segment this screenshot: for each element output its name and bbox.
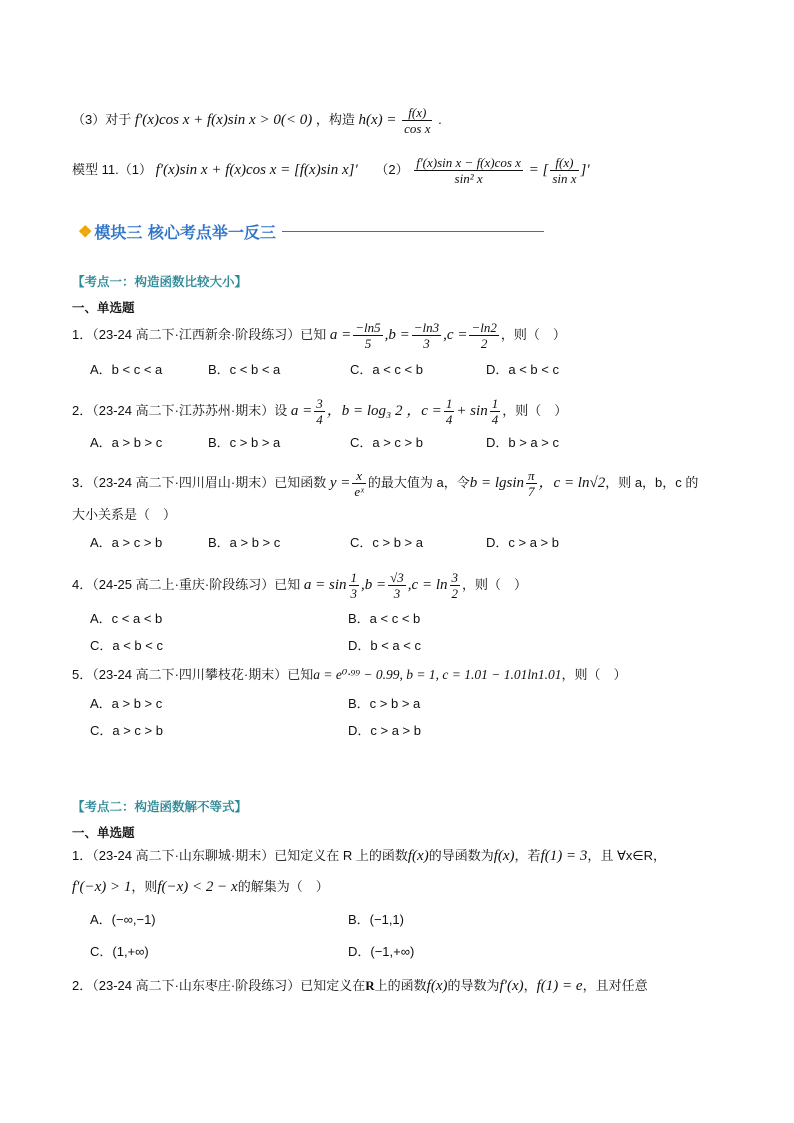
text: 2． (72, 978, 93, 993)
options-row (90, 534, 559, 552)
text: ，则 a，b，c 的 (605, 474, 699, 490)
formula: f(x) (426, 978, 448, 994)
divider (282, 231, 544, 232)
text: ，则（ ） (561, 667, 627, 682)
options-row (90, 722, 421, 740)
denominator: 4 (445, 412, 453, 427)
text: 2． (72, 402, 93, 418)
formula: ,b = (384, 326, 410, 343)
module-title: 模块三 核心考点举一反三 (94, 222, 276, 242)
denominator: 3 (350, 586, 358, 601)
text: （23-24 高二下·江西新余·阶段练习）已知 (92, 326, 327, 342)
text: 1． (72, 326, 93, 342)
denominator: 3 (393, 586, 401, 601)
numerator: −ln5 (355, 320, 381, 335)
text: （23-24 高二下·山东枣庄·阶段练习）已知定义在 (92, 978, 366, 993)
text: 4． (72, 576, 93, 592)
denominator: 3 (423, 336, 430, 351)
denominator: 4 (316, 412, 323, 427)
formula: ,c = (443, 326, 468, 343)
option-a[interactable]: A．c < a < b (90, 611, 163, 626)
formula: h(x) = (358, 111, 397, 128)
model-label: 模型 11.（1） (72, 161, 152, 177)
option-b[interactable]: B．a > b > c (208, 535, 281, 550)
option-b[interactable]: B．c > b > a (348, 696, 421, 711)
formula: ，c = ln√2 (538, 474, 606, 491)
options-row (90, 610, 420, 628)
option-a[interactable]: A．(−∞,−1) (90, 912, 156, 927)
fraction (414, 155, 523, 186)
formula: y = (329, 474, 351, 491)
numerator: −ln2 (471, 320, 497, 335)
text: 的解集为（ ） (237, 879, 329, 894)
options-row (90, 943, 414, 961)
fraction (469, 320, 498, 351)
denominator: sin x (552, 171, 577, 186)
fraction (444, 396, 455, 427)
option-d[interactable]: D．c > a > b (486, 535, 559, 550)
option-b[interactable]: B．(−1,1) (348, 912, 404, 927)
question-3 (72, 468, 734, 499)
option-d[interactable]: D．c > a > b (348, 723, 421, 738)
option-d[interactable]: D．b < a < c (348, 638, 421, 653)
question-1 (72, 320, 734, 351)
options-row (90, 695, 420, 713)
options-row (90, 361, 559, 379)
method-3-line (72, 105, 734, 136)
question-1-cont (72, 877, 734, 897)
formula: f′(−x) > 1 (72, 879, 132, 895)
formula: f(1) = e (536, 978, 583, 994)
numerator: −ln3 (413, 320, 440, 335)
formula: f′(x) (499, 978, 524, 994)
fraction (388, 570, 406, 601)
numerator: 3 (451, 570, 458, 585)
text: （23-24 高二下·四川攀枝花·期末）已知 (92, 667, 314, 682)
option-c[interactable]: C．a < c < b (350, 362, 423, 377)
option-d[interactable]: D．(−1,+∞) (348, 944, 415, 959)
denominator: 2 (451, 586, 458, 601)
fraction (412, 320, 441, 351)
text: ，则 (131, 879, 158, 894)
text: 上的函数 (374, 978, 427, 993)
formula: f′(x)cos x + f(x)sin x > 0(< 0) (134, 111, 313, 128)
formula: = [ (528, 161, 549, 178)
numerator: 1 (350, 570, 358, 585)
options-row (90, 637, 421, 655)
formula: ，b = log₃ 2 ，c = (326, 402, 442, 419)
option-c[interactable]: C．a < b < c (90, 638, 163, 653)
denominator: 5 (364, 336, 372, 351)
option-c[interactable]: C．a > c > b (90, 723, 163, 738)
formula: f(x) (493, 848, 515, 864)
options-row (90, 434, 559, 452)
fraction (352, 468, 365, 499)
formula: a = (290, 402, 313, 419)
numerator: f(x) (402, 105, 432, 121)
text: 的导数为 (447, 978, 500, 993)
fraction (402, 105, 432, 136)
text: ，则（ ） (500, 326, 566, 342)
formula: ,b = (361, 576, 387, 593)
option-a[interactable]: A．a > c > b (90, 535, 163, 550)
denominator: 2 (480, 336, 488, 351)
text: ，且 ∀x∈R， (587, 848, 667, 863)
formula: a = e⁰·⁹⁹ − 0.99, b = 1, c = 1.01 − 1.01ln1.01 (313, 667, 562, 682)
numerator: 1 (445, 396, 453, 411)
text: ，构造 (315, 111, 355, 127)
option-c[interactable]: C．(1,+∞) (90, 944, 149, 959)
denominator: eˣ (354, 484, 364, 499)
formula: f(x) (407, 848, 429, 864)
formula: b = lgsin (469, 474, 525, 491)
formula: a = sin (303, 576, 347, 593)
numerator: 3 (316, 396, 323, 411)
fraction (353, 320, 382, 351)
text: （23-24 高二下·四川眉山·期末）已知函数 (92, 474, 327, 490)
option-b[interactable]: B．c < b < a (208, 362, 281, 377)
option-a[interactable]: A．b < c < a (90, 362, 163, 377)
text: R (365, 978, 375, 993)
denominator: 4 (491, 412, 499, 427)
option-d[interactable]: D．a < b < c (486, 362, 559, 377)
option-c[interactable]: C．c > b > a (350, 535, 423, 550)
fraction (314, 396, 325, 427)
text: ， (523, 978, 537, 993)
text: 的导函数为 (428, 848, 494, 863)
text: （23-24 高二下·山东聊城·期末）已知定义在 R 上的函数 (92, 848, 408, 863)
numerator: √3 (390, 570, 404, 585)
numerator: π (528, 468, 535, 483)
text: 的最大值为 a，令 (367, 474, 470, 490)
numerator: f′(x)sin x − f(x)cos x (416, 155, 521, 170)
formula: + sin (456, 402, 488, 419)
text: （2） (375, 161, 409, 177)
text: （24-25 高二上·重庆·阶段练习）已知 (92, 576, 301, 592)
question-1 (72, 846, 734, 866)
denominator: 7 (528, 484, 535, 499)
numerator: 1 (491, 396, 499, 411)
text: 3． (72, 474, 93, 490)
formula: ,c = ln (407, 576, 448, 593)
question-2 (72, 396, 734, 427)
fraction (450, 570, 461, 601)
numerator: x (352, 468, 365, 484)
question-4 (72, 570, 734, 601)
fraction (490, 396, 501, 427)
text: ，若 (514, 848, 541, 863)
text: （23-24 高二下·江苏苏州·期末）设 (92, 402, 288, 418)
fraction (349, 570, 360, 601)
formula: f′(x)sin x + f(x)cos x = [f(x)sin x]′ (155, 161, 358, 178)
option-d[interactable]: D．b > a > c (486, 435, 559, 450)
option-a[interactable]: A．a > b > c (90, 696, 163, 711)
option-c[interactable]: C．a > c > b (350, 435, 423, 450)
options-row (90, 911, 404, 929)
topic-title: 【考点一：构造函数比较大小】 (72, 274, 248, 289)
formula: a = (329, 326, 352, 343)
option-b[interactable]: B．c > b > a (208, 435, 281, 450)
question-3-cont: 大小关系是（ ） (72, 507, 177, 522)
text: . (438, 111, 442, 127)
section-title: 一、单选题 (72, 300, 135, 315)
text: ，则（ ） (462, 576, 528, 592)
text: 1． (72, 848, 93, 863)
module-heading (78, 219, 544, 243)
text: ，且对任意 (582, 978, 648, 993)
formula: f(−x) < 2 − x (157, 879, 238, 895)
fraction (526, 468, 537, 499)
denominator: cos x (404, 121, 431, 136)
text: 5． (72, 667, 93, 682)
formula: ]′ (580, 161, 590, 178)
formula: f(1) = 3 (540, 848, 588, 864)
question-2 (72, 976, 734, 996)
option-b[interactable]: B．a < c < b (348, 611, 421, 626)
section-title: 一、单选题 (72, 825, 135, 840)
numerator: f(x) (550, 155, 578, 171)
question-5 (72, 665, 734, 685)
denominator: sin² x (454, 171, 483, 186)
topic-title: 【考点二：构造函数解不等式】 (72, 799, 248, 814)
diamond-icon: ❖ (78, 221, 89, 241)
text: （3）对于 (72, 111, 132, 127)
text: ，则（ ） (502, 402, 568, 418)
fraction (550, 155, 578, 186)
model-11-line (72, 155, 734, 186)
option-a[interactable]: A．a > b > c (90, 435, 163, 450)
